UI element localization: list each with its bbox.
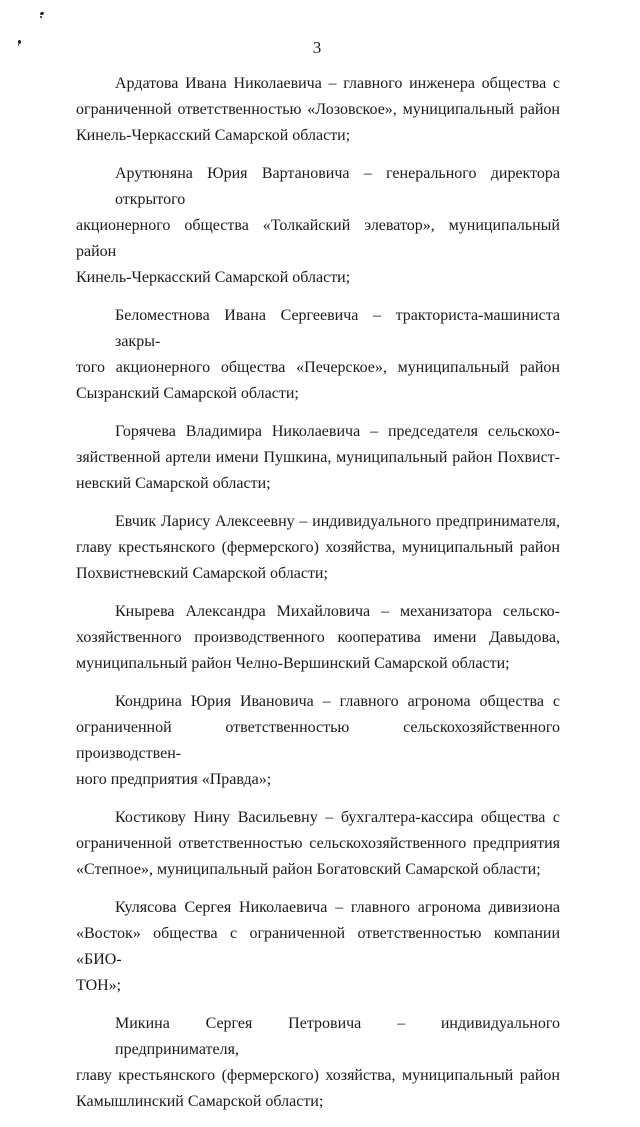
text-line: зяйственной артели имени Пушкина, муниципальный район Похвист- [76, 449, 560, 466]
text-line: «Степное», муниципальный район Богатовский Самарской области; [76, 861, 541, 878]
list-item [76, 161, 560, 291]
text-line: ограниченной ответственностью сельскохозяйственного предприятия [76, 835, 560, 852]
text-line: Арутюняна Юрия Вартановича – генерального директора открытого [115, 165, 560, 208]
scan-speck [40, 16, 42, 18]
list-item [76, 303, 560, 407]
text-line: Евчик Ларису Алексеевну – индивидуального предпринимателя, [115, 513, 560, 530]
text-line: Камышлинский Самарской области; [76, 1093, 324, 1110]
text-line: ограниченной ответственностью сельскохозяйственного производствен- [76, 719, 560, 762]
text-line: Микина Сергея Петровича – индивидуального предпринимателя, [115, 1015, 560, 1058]
text-line: Ардатова Ивана Николаевича – главного инженера общества с [115, 75, 560, 92]
text-line: Беломестнова Ивана Сергеевича – тракториста-машиниста закры- [115, 307, 560, 350]
text-line: ного предприятия «Правда»; [76, 771, 272, 788]
page-number: 3 [312, 38, 322, 57]
text-line: муниципальный район Челно-Вершинский Самарской области; [76, 655, 510, 672]
text-line: ограниченной ответственностью «Лозовское», муниципальный район [76, 101, 560, 118]
text-line: главу крестьянского (фермерского) хозяйства, муниципальный район [76, 539, 560, 556]
text-line: акционерного общества «Толкайский элеватор», муниципальный район [76, 217, 560, 260]
text-line: главу крестьянского (фермерского) хозяйства, муниципальный район [76, 1067, 560, 1084]
text-line: хозяйственного производственного кооператива имени Давыдова, [76, 629, 560, 646]
list-item [76, 509, 560, 587]
text-line: Костикову Нину Васильевну – бухгалтера-кассира общества с [115, 809, 560, 826]
text-line: Горячева Владимира Николаевича – председателя сельскохо- [115, 423, 560, 440]
text-line: Кнырева Александра Михайловича – механизатора сельско- [115, 603, 560, 620]
list-item [76, 1011, 560, 1115]
document-body [76, 71, 560, 1127]
text-line: Кондрина Юрия Ивановича – главного агронома общества с [115, 693, 560, 710]
text-line: невский Самарской области; [76, 475, 271, 492]
text-line: ТОН»; [76, 977, 122, 994]
text-line: Похвистневский Самарской области; [76, 565, 328, 582]
scan-speck [40, 11, 45, 15]
text-line: Кулясова Сергея Николаевича – главного агронома дивизиона [115, 899, 560, 916]
list-item [76, 895, 560, 999]
list-item [76, 689, 560, 793]
text-line: Сызранский Самарской области; [76, 385, 299, 402]
text-line: Кинель-Черкасский Самарской области; [76, 269, 351, 286]
text-line: того акционерного общества «Печерское», муниципальный район [76, 359, 560, 376]
text-line: «Восток» общества с ограниченной ответственностью компании «БИО- [76, 925, 560, 968]
text-line: Кинель-Черкасский Самарской области; [76, 127, 351, 144]
list-item [76, 805, 560, 883]
list-item [76, 599, 560, 677]
list-item [76, 419, 560, 497]
list-item [76, 71, 560, 149]
